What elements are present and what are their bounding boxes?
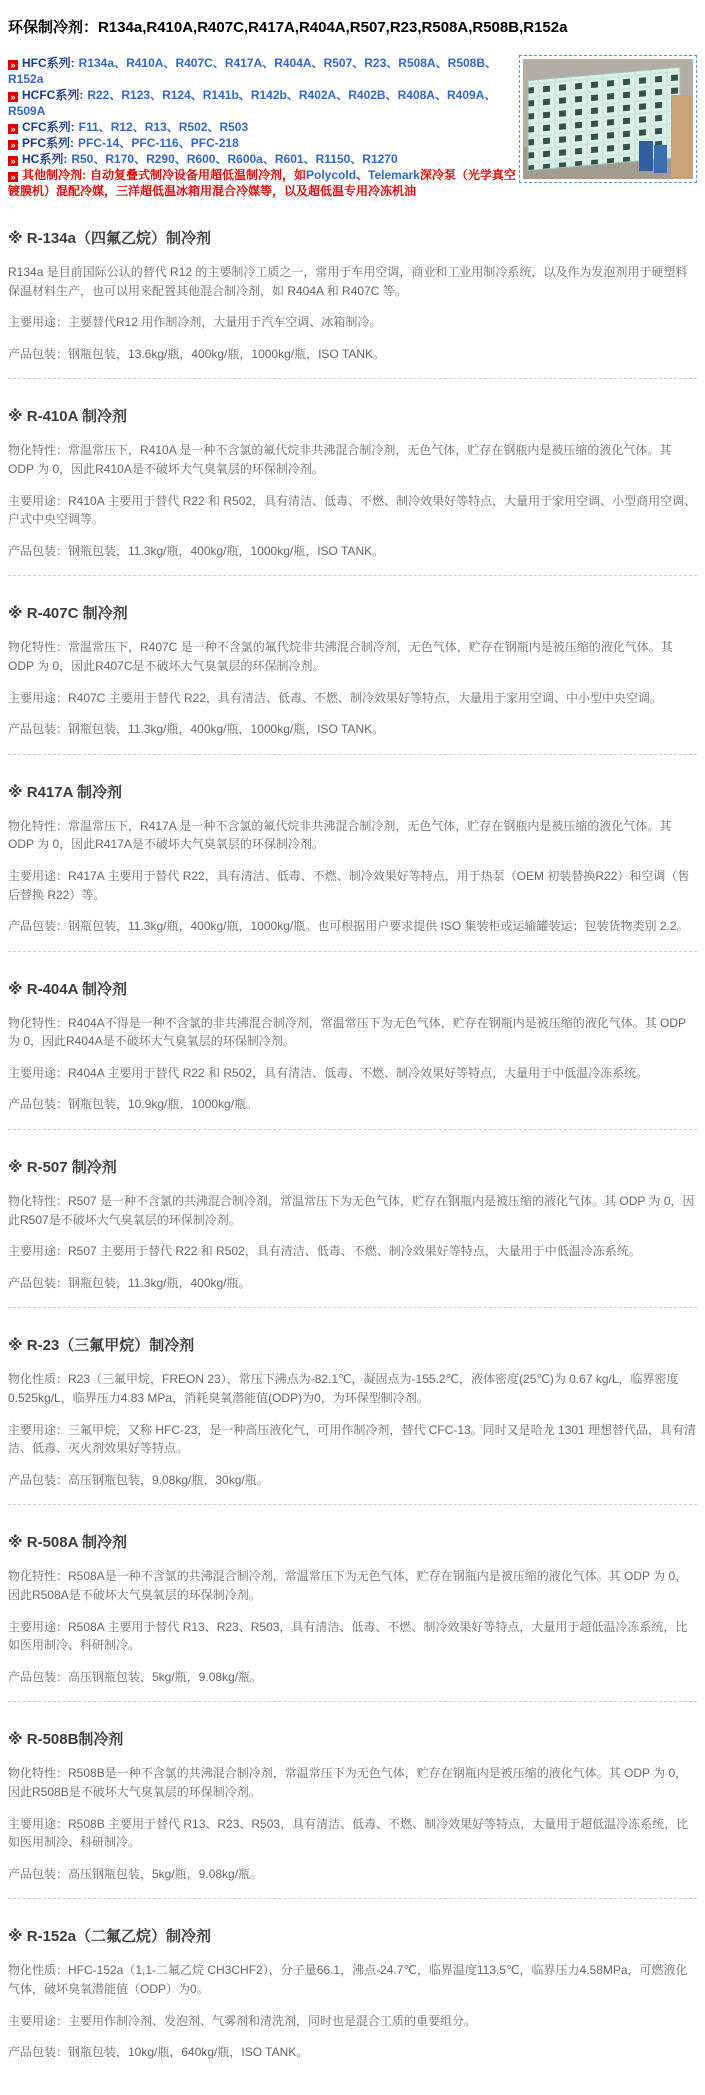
section-paragraph: 物化特性：常温常压下，R417A 是一种不含氯的氟代烷非共沸混合制冷剂，无色气体，贮存在钢瓶内是被压缩的液化气体。其 ODP 为 0，因此R417A是不破坏大气臭氧层的环保制冷剂。 bbox=[8, 818, 672, 852]
refrigerant-link[interactable]: R600 bbox=[186, 152, 216, 166]
series-label: 其他制冷剂: bbox=[22, 168, 86, 182]
separator: 、 bbox=[178, 136, 191, 150]
section-paragraph: 物化特性：常温常压下，R407C 是一种不含氯的氟代烷非共沸混合制冷剂，无色气体，贮存在钢瓶内是被压缩的液化气体。其 ODP 为 0，因此R407C是不破坏大气臭氧层的环保制冷剂。 bbox=[8, 640, 673, 673]
separator: 、 bbox=[385, 88, 398, 102]
section-paragraph: 主要用途：R508B 主要用于替代 R13、R23、R503，具有清洁、低毒、不燃、制冷效果好等特点，大量用于超低温冷冻系统，比如医用制冷、科研制冷。 bbox=[8, 1816, 689, 1850]
section-body bbox=[8, 817, 697, 936]
section-heading: ※ R-404A 制冷剂 bbox=[8, 980, 128, 998]
refrigerant-link[interactable]: R600a bbox=[227, 152, 263, 166]
separator: 、 bbox=[352, 56, 365, 70]
refrigerant-link[interactable]: R123 bbox=[121, 88, 151, 102]
refrigerant-section bbox=[8, 1334, 697, 1489]
refrigerant-link[interactable]: R410A bbox=[126, 56, 164, 70]
separator: 、 bbox=[163, 56, 176, 70]
refrigerant-link[interactable]: R124 bbox=[162, 88, 191, 102]
refrigerant-link[interactable]: R509A bbox=[8, 104, 46, 118]
separator: 、 bbox=[174, 152, 187, 166]
section-paragraph: 物化特性：R508A是一种不含氯的共沸混合制冷剂，常温常压下为无色气体，贮存在钢瓶内是被压缩的液化气体。其 ODP 为 0，因此R508A是不破坏大气臭氧层的环保制冷剂。 bbox=[8, 1569, 688, 1602]
section-paragraph: 产品包装：高压钢瓶包装，5kg/瓶，9.08kg/瓶。 bbox=[8, 1669, 263, 1684]
refrigerant-link[interactable]: R409A bbox=[446, 88, 485, 102]
refrigerant-link[interactable]: R290 bbox=[146, 152, 175, 166]
separator: 、 bbox=[311, 56, 324, 70]
refrigerant-link[interactable]: R23 bbox=[364, 56, 387, 70]
refrigerant-link[interactable]: PFC-218 bbox=[190, 136, 239, 150]
arrow-bullet-icon: » bbox=[8, 156, 18, 166]
sections bbox=[8, 227, 697, 2062]
series-row bbox=[8, 151, 523, 167]
separator: 、 bbox=[336, 88, 349, 102]
separator: 、 bbox=[286, 88, 299, 102]
section-divider bbox=[8, 1701, 697, 1702]
series-label: HFC系列: bbox=[22, 56, 75, 70]
refrigerant-link[interactable]: R507 bbox=[323, 56, 353, 70]
refrigerant-link[interactable]: R12 bbox=[110, 120, 133, 134]
separator: 、 bbox=[386, 56, 399, 70]
section-paragraph: 物化特性：常温常压下，R410A 是一种不含氯的氟代烷非共沸混合制冷剂，无色气体，贮存在钢瓶内是被压缩的液化气体。其 ODP 为 0，因此R410A是不破坏大气臭氧层的环保制冷剂。 bbox=[8, 443, 672, 476]
section-divider bbox=[8, 1307, 697, 1308]
section-heading: ※ R-507 制冷剂 bbox=[8, 1159, 117, 1177]
refrigerant-link[interactable]: R503 bbox=[219, 120, 249, 134]
section-paragraph: 主要用途：主要用作制冷剂、发泡剂、气雾剂和清洗剂，同时也是混合工质的重要组分。 bbox=[8, 2013, 477, 2028]
series-label: PFC系列: bbox=[22, 136, 74, 150]
section-paragraph: 物化性质：HFC-152a（1,1-二氟乙烷 CH3CHF2），分子量66.1，沸点-24.7℃，临界温度113.5℃，临界压力4.58MPa，可燃液化气体，破坏臭氧潜能值（ODP）为0。 bbox=[8, 1963, 688, 1996]
refrigerant-link[interactable]: R1150 bbox=[315, 152, 351, 166]
section-divider bbox=[8, 1129, 697, 1130]
refrigerant-link[interactable]: F11 bbox=[78, 120, 99, 134]
separator: 、 bbox=[109, 88, 122, 102]
refrigerant-link[interactable]: R402B bbox=[348, 88, 386, 102]
refrigerant-link[interactable]: R601 bbox=[274, 152, 304, 166]
separator: 、 bbox=[134, 152, 147, 166]
refrigerant-link[interactable]: R404A bbox=[274, 56, 312, 70]
series-row bbox=[8, 167, 523, 199]
series-label: CFC系列: bbox=[22, 120, 75, 134]
section-paragraph: 主要用途：三氟甲烷，又称 HFC-23，是一种高压液化气，可用作制冷剂，替代 CFC-13。同时又是哈龙 1301 理想替代品，具有清洁、低毒、灭火剂效果好等特点。 bbox=[8, 1422, 697, 1456]
separator: 、 bbox=[484, 88, 497, 102]
refrigerant-section bbox=[8, 602, 697, 738]
section-body bbox=[8, 1764, 697, 1883]
page-title: 环保制冷剂：R134a,R410A,R407C,R417A,R404A,R507,R23,R508A,R508B,R152a bbox=[8, 19, 568, 36]
refrigerant-link[interactable]: R141b bbox=[202, 88, 239, 102]
refrigerant-link[interactable]: R152a bbox=[8, 72, 44, 86]
section-divider bbox=[8, 1504, 697, 1505]
section-paragraph: 产品包装：钢瓶包装，11.3kg/瓶，400kg/瓶，1000kg/瓶，ISO TANK。 bbox=[8, 543, 385, 558]
separator: 、 bbox=[435, 56, 448, 70]
refrigerant-link[interactable]: Telemark bbox=[368, 168, 420, 182]
series-content bbox=[78, 136, 239, 150]
refrigerant-link[interactable]: R22 bbox=[87, 88, 110, 102]
series-text: 自动复叠式制冷设备用超低温制冷剂，如 bbox=[90, 168, 307, 182]
refrigerant-link[interactable]: R13 bbox=[144, 120, 167, 134]
section-paragraph: 主要用途：主要替代R12 用作制冷剂，大量用于汽车空调、冰箱制冷。 bbox=[8, 315, 382, 330]
separator: 、 bbox=[303, 152, 316, 166]
section-paragraph: 主要用途：R508A 主要用于替代 R13、R23、R503，具有清洁、低毒、不燃、制冷效果好等特点，大量用于超低温冷冻系统，比如医用制冷、科研制冷。 bbox=[8, 1619, 688, 1653]
arrow-bullet-icon: » bbox=[8, 140, 18, 150]
section-paragraph: 主要用途：R417A 主要用于替代 R22，具有清洁、低毒、不燃、制冷效果好等特点，用于热泵（OEM 初装替换R22）和空调（售后替换 R22）等。 bbox=[8, 868, 690, 902]
refrigerant-section bbox=[8, 1156, 697, 1292]
section-body bbox=[8, 1014, 697, 1114]
section-divider bbox=[8, 951, 697, 952]
arrow-bullet-icon: » bbox=[8, 124, 18, 134]
stacked-boxes-image bbox=[523, 59, 693, 179]
series-row bbox=[8, 87, 523, 119]
refrigerant-link[interactable]: R502 bbox=[178, 120, 208, 134]
section-heading: ※ R-407C 制冷剂 bbox=[8, 605, 128, 623]
section-heading: ※ R417A 制冷剂 bbox=[8, 783, 123, 801]
series-content bbox=[71, 152, 397, 166]
refrigerant-link[interactable]: PFC-14 bbox=[78, 136, 120, 150]
section-body bbox=[8, 638, 697, 738]
refrigerant-link[interactable]: R170 bbox=[105, 152, 135, 166]
series-text: 、 bbox=[356, 168, 369, 182]
section-divider bbox=[8, 575, 697, 576]
section-divider bbox=[8, 754, 697, 755]
separator: 、 bbox=[93, 152, 106, 166]
refrigerant-link[interactable]: R134a bbox=[78, 56, 115, 70]
refrigerant-section bbox=[8, 781, 697, 936]
refrigerant-link[interactable]: R408A bbox=[397, 88, 435, 102]
section-paragraph: 物化特性：R404A不得是一种不含氯的非共沸混合制冷剂，常温常压下为无色气体，贮存在钢瓶内是被压缩的液化气体。其 ODP 为 0，因此R404A是不破坏大气臭氧层的环保制冷剂。 bbox=[8, 1015, 686, 1049]
product-photo bbox=[519, 55, 697, 183]
refrigerant-section bbox=[8, 1531, 697, 1686]
series-content bbox=[8, 56, 497, 86]
separator: 、 bbox=[212, 56, 225, 70]
series-row bbox=[8, 119, 523, 135]
section-divider bbox=[8, 378, 697, 379]
refrigerant-section bbox=[8, 1925, 697, 2061]
separator: 、 bbox=[215, 152, 228, 166]
series-row bbox=[8, 135, 523, 151]
section-body bbox=[8, 263, 697, 363]
series-content bbox=[79, 120, 248, 134]
arrow-bullet-icon: » bbox=[8, 60, 18, 70]
separator: 、 bbox=[434, 88, 447, 102]
refrigerant-link[interactable]: R508A bbox=[398, 56, 436, 70]
section-paragraph: 产品包装：钢瓶包装，11.3kg/瓶，400kg/瓶，1000kg/瓶，ISO TANK。 bbox=[8, 722, 385, 737]
separator: 、 bbox=[485, 56, 498, 70]
section-heading: ※ R-152a（二氟乙烷）制冷剂 bbox=[8, 1928, 211, 1946]
separator: 、 bbox=[262, 152, 275, 166]
section-paragraph: 产品包装：钢瓶包装，10.9kg/瓶，1000kg/瓶。 bbox=[8, 1097, 259, 1112]
section-heading: ※ R-508B制冷剂 bbox=[8, 1731, 124, 1749]
section-paragraph: R134a 是目前国际公认的替代 R12 的主要制冷工质之一，常用于车用空调，商业和工业用制冷系统，以及作为发泡剂用于硬塑料保温材料生产，也可以用来配置其他混合制冷剂，如 R404A 和 R407C 等。 bbox=[8, 265, 688, 298]
separator: 、 bbox=[238, 88, 251, 102]
section-body bbox=[8, 441, 697, 560]
refrigerant-link[interactable]: PFC-116 bbox=[131, 136, 179, 150]
refrigerant-link[interactable]: R402A bbox=[298, 88, 337, 102]
separator: 、 bbox=[190, 88, 203, 102]
refrigerant-section bbox=[8, 405, 697, 560]
section-divider bbox=[8, 1898, 697, 1899]
section-paragraph: 物化性质：R23（三氟甲烷，FREON 23），常压下沸点为-82.1℃，凝固点为-155.2℃，液体密度(25℃)为 0.67 kg/L，临界密度0.525kg/L，临界压力4.83 MPa，消耗臭氧潜能值(ODP)为0，为环保型制冷剂。 bbox=[8, 1372, 679, 1406]
refrigerant-section bbox=[8, 227, 697, 363]
section-paragraph: 主要用途：R404A 主要用于替代 R22 和 R502，具有清洁、低毒、不燃、制冷效果好等特点，大量用于中低温冷冻系统。 bbox=[8, 1065, 649, 1080]
arrow-bullet-icon: » bbox=[8, 92, 18, 102]
section-heading: ※ R-508A 制冷剂 bbox=[8, 1534, 128, 1552]
section-body bbox=[8, 1567, 697, 1686]
section-paragraph: 产品包装：钢瓶包装，13.6kg/瓶，400kg/瓶，1000kg/瓶，ISO TANK。 bbox=[8, 346, 385, 361]
series-list bbox=[8, 55, 523, 199]
section-paragraph: 产品包装：钢瓶包装，11.3kg/瓶，400kg/瓶，1000kg/瓶。也可根据用户要求提供 ISO 集装柜或运输罐装运；包装货物类别 2.2。 bbox=[8, 919, 689, 934]
separator: 、 bbox=[114, 56, 127, 70]
section-paragraph: 产品包装：钢瓶包装，10kg/瓶，640kg/瓶，ISO TANK。 bbox=[8, 2045, 309, 2060]
section-paragraph: 主要用途：R507 主要用于替代 R22 和 R502，具有清洁、低毒、不燃、制冷效果好等特点，大量用于中低温冷冻系统。 bbox=[8, 1244, 641, 1259]
section-paragraph: 主要用途：R407C 主要用于替代 R22，具有清洁、低毒、不燃、制冷效果好等特点，大量用于家用空调、中小型中央空调。 bbox=[8, 690, 663, 705]
arrow-bullet-icon: » bbox=[8, 172, 18, 182]
section-heading: ※ R-23（三氟甲烷）制冷剂 bbox=[8, 1337, 195, 1355]
refrigerant-link[interactable]: R407C bbox=[175, 56, 213, 70]
refrigerant-link[interactable]: R417A bbox=[224, 56, 263, 70]
series-label: HC系列: bbox=[22, 152, 68, 166]
refrigerant-link[interactable]: R508B bbox=[447, 56, 486, 70]
refrigerant-link[interactable]: R142b bbox=[250, 88, 287, 102]
separator: 、 bbox=[132, 120, 145, 134]
refrigerant-link[interactable]: R1270 bbox=[362, 152, 398, 166]
section-body bbox=[8, 1192, 697, 1292]
section-paragraph: 产品包装：高压钢瓶包装，9.08kg/瓶，30kg/瓶。 bbox=[8, 1472, 269, 1487]
series-label: HCFC系列: bbox=[22, 88, 84, 102]
section-paragraph: 物化特性：R508B是一种不含氯的共沸混合制冷剂，常温常压下为无色气体，贮存在钢瓶内是被压缩的液化气体。其 ODP 为 0，因此R508B是不破坏大气臭氧层的环保制冷剂。 bbox=[8, 1766, 688, 1799]
separator: 、 bbox=[166, 120, 179, 134]
refrigerant-section bbox=[8, 1728, 697, 1883]
section-paragraph: 主要用途：R410A 主要用于替代 R22 和 R502，具有清洁、低毒、不燃、制冷效果好等特点，大量用于家用空调、小型商用空调、户式中央空调等。 bbox=[8, 493, 697, 527]
section-heading: ※ R-134a（四氟乙烷）制冷剂 bbox=[8, 230, 211, 247]
series-text: 深冷泵（光学真空镀膜机）混配冷媒，三洋超低温冰箱用混合冷媒等，以及超低温专用冷冻机油 bbox=[8, 168, 516, 198]
section-paragraph: 产品包装：高压钢瓶包装，5kg/瓶，9.08kg/瓶。 bbox=[8, 1866, 263, 1881]
separator: 、 bbox=[262, 56, 275, 70]
section-heading: ※ R-410A 制冷剂 bbox=[8, 408, 128, 426]
separator: 、 bbox=[150, 88, 163, 102]
separator: 、 bbox=[207, 120, 220, 134]
refrigerant-section bbox=[8, 978, 697, 1114]
section-body bbox=[8, 1370, 697, 1489]
series-row bbox=[8, 55, 523, 87]
separator: 、 bbox=[119, 136, 132, 150]
section-body bbox=[8, 1961, 697, 2061]
refrigerant-link[interactable]: R50 bbox=[71, 152, 94, 166]
section-paragraph: 物化特性：R507 是一种不含氯的共沸混合制冷剂，常温常压下为无色气体，贮存在钢瓶内是被压缩的液化气体。其 ODP 为 0，因此R507是不破坏大气臭氧层的环保制冷剂。 bbox=[8, 1194, 695, 1227]
refrigerant-link[interactable]: Polycold bbox=[306, 168, 357, 182]
separator: 、 bbox=[98, 120, 111, 134]
section-paragraph: 产品包装：钢瓶包装，11.3kg/瓶，400kg/瓶。 bbox=[8, 1275, 251, 1290]
separator: 、 bbox=[350, 152, 363, 166]
